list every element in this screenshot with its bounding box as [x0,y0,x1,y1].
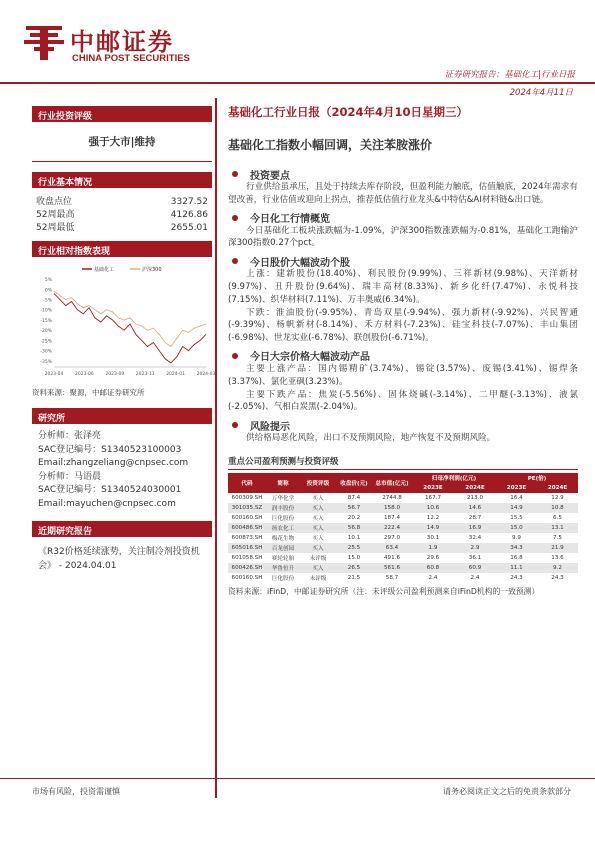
table-cell: 买入 [300,523,336,533]
table-cell: 601058.SH [231,554,263,561]
section-paragraph: 主要上涨产品：国内锡精矿(3.74%)、锡锭(3.57%)、废锡(3.41%)、锡焊条(3.37%)、氯化亚砜(3.23%)。 [228,363,578,387]
analyst-email[interactable]: Email:zhangzeliang@cnpsec.com [38,458,189,468]
table-cell: 605016.SH [228,543,266,553]
table-cell: 167.7 [424,494,441,501]
footer-divider [0,778,595,779]
kv-row [32,209,212,222]
bullet-icon [232,215,238,221]
heading-text: 风险提示 [250,421,290,433]
y-tick-label: -30% [40,349,52,355]
y-tick-label: -20% [40,329,52,335]
recent-reports-header: 近期研究报告 [32,521,212,537]
table-row [228,563,578,573]
table-cell: 32.4 [468,534,482,541]
footer-disclaimer: 请务必阅读正文之后的免责条款部分 [443,787,571,796]
table-cell: 15.0 [496,523,537,533]
table-cell: 24.3 [551,574,564,581]
left-sidebar [32,106,216,581]
legend-label: 基础化工 [94,267,115,273]
table-row [228,493,578,503]
table-header-cell: 代码 [228,473,266,493]
legend-label: 沪深300 [142,267,162,273]
report-date: 2024年4月11日 [509,88,573,98]
table-row [228,513,578,523]
table-cell: 213.0 [466,494,483,501]
recent-report-link[interactable]: 《R32价格延续涨势，关注制冷剂投资机会》 - 2024.04.01 [38,547,200,571]
table-header-cell: 2023E [412,483,454,493]
table-cell: 10.6 [412,503,454,513]
y-tick-label: 0% [44,288,52,294]
section-heading [228,349,578,363]
kv-value: 3327.52 [170,197,208,207]
table-cell: 600426.SH [228,563,266,573]
performance-chart [32,263,216,383]
table-header-cell: PE(倍) [496,473,578,483]
table-cell: 梅花生物 [271,535,295,542]
table-cell: 87.4 [347,494,361,501]
y-tick-label: -35% [40,359,52,365]
analyst-email[interactable]: Email:mayuchen@cnpsec.com [38,498,176,509]
x-tick-label: 2023-06 [74,372,94,377]
kv-label: 收盘点位 [36,197,73,207]
table-head [228,473,578,493]
table-cell: 222.4 [372,523,412,533]
table-cell: 16.4 [510,494,523,501]
logo-text-cn: 中邮证券 [70,28,174,56]
basic-info-header: 行业基本情况 [32,172,212,188]
table-header-cell: 收盘价(元) [336,473,372,493]
table-cell: 24.3 [510,574,523,581]
table-cell: 58.7 [385,574,399,581]
x-tick-label: 2023-09 [105,372,125,377]
analyst-line: SAC登记编号：S1340523100003 [38,444,182,455]
table-cell: 26.5 [336,563,372,573]
table-cell: 2.4 [470,574,480,581]
table-cell: 未评级 [309,575,327,582]
analyst-line: 分析师：马语晨 [38,471,102,482]
table-header-cell: 2024E [454,483,496,493]
analyst-line: 分析师：张泽亮 [38,431,102,441]
kv-row [32,196,212,209]
y-tick-label: -15% [40,318,52,324]
table-cell: 14.9 [412,523,454,533]
heading-text: 今日股价大幅波动个股 [250,257,350,269]
table-cell: 7.5 [553,534,562,541]
table-row [228,533,578,543]
table-cell: 187.4 [383,514,400,521]
table-cell: 润丰股份 [266,503,300,513]
table-header-cell: 2024E [537,483,578,493]
table-header-cell: 投资评级 [300,473,336,493]
rating-header: 行业投资评级 [32,106,212,122]
table-cell: 2.4 [428,574,438,581]
section-paragraph: 下跌：淮油股份(-9.95%)、青岛双星(-9.94%)、强力新材(-9.92%)、兴民智通(-9.39%)、杨帆新材(-8.14%)、禾方材料(-7.23%)、硅宝科技(-7.07%)、丰山集团(-6.98%)、世龙实业(-6.78%)、联创股份(-6.71%)。 [228,307,578,344]
table-cell: 10.8 [537,503,578,513]
table-cell: 巨化股份 [271,515,295,522]
table-cell: 561.6 [372,563,412,573]
sections [228,167,578,445]
table-cell: 14.6 [454,503,496,513]
table-cell: 28.7 [468,514,482,521]
table-cell: 买入 [312,495,324,502]
earnings-table [228,473,578,583]
industry-rating: 强于大市|维持 [88,136,156,148]
table-row [228,573,578,583]
table-cell: 6.5 [553,514,562,521]
heading-text: 今日大宗价格大幅波动产品 [250,352,370,364]
table-cell: 20.2 [347,514,361,521]
table-cell: 赛轮轮胎 [271,555,295,562]
section-heading [228,211,578,225]
table-cell: 600160.SH [231,574,263,581]
report-type: 证券研究报告：基础化工|行业日报 [444,70,575,80]
table-header-cell: 总市值(亿元) [372,473,412,493]
table-cell: 21.5 [347,574,361,581]
table-cell: 21.9 [537,543,578,553]
bullet-icon [232,258,238,264]
x-tick-label: 2023-11 [135,372,155,377]
analyst-list [32,424,212,521]
table-cell: 297.0 [383,534,400,541]
table-cell: 15.0 [347,554,361,561]
y-tick-label: -25% [40,339,52,345]
table-cell: 未评级 [309,555,327,562]
table-cell: 60.8 [412,563,454,573]
report-subtitle: 基础化工指数小幅回调，关注苯胺涨价 [228,138,433,152]
y-tick-label: 5% [44,278,52,284]
performance-header: 行业相对指数表现 [32,241,212,257]
bullet-icon [232,422,238,428]
table-cell: 买入 [300,563,336,573]
table-cell: 158.0 [372,503,412,513]
x-tick-label: 2024-03 [196,372,216,377]
table-header-cell: 归母净利润(亿元) [412,473,496,483]
table-cell: 9.2 [537,563,578,573]
table-cell: 14.9 [496,503,537,513]
bullet-icon [232,171,238,177]
table-cell: 600873.SH [231,534,263,541]
table-cell: 12.2 [426,514,440,521]
table-cell: 买入 [312,535,324,542]
analyst-line: SAC登记编号：S1340524030001 [38,485,182,495]
section-paragraph: 行业供给虽承压，且处于持续去库存阶段，但盈利能力触底，估值触底，2024年需求有望改善，行业估值或迎向上拐点，推荐低估值行业龙头&中特估&AI材料链&出口链。 [228,182,578,205]
table-cell: 买入 [312,515,324,522]
institute-header: 研究所 [32,408,212,424]
table-cell: 12.9 [551,494,564,501]
table-cell: 16.9 [454,523,496,533]
table-source: 资料来源：iFinD，中邮证券研究所（注：未评级公司盈利预测来自iFinD机构的一致预测） [228,586,540,596]
column-divider [215,98,217,798]
table-cell: 600486.SH [228,523,266,533]
table-cell: 13.1 [537,523,578,533]
table-cell: 56.7 [336,503,372,513]
table-cell: 63.4 [372,543,412,553]
table-cell: 扬农化工 [266,523,300,533]
table-cell: 491.6 [383,554,400,561]
kv-value: 4126.86 [170,210,208,220]
table-cell: 15.5 [510,514,523,521]
main-content [228,104,578,597]
table-cell: 10.1 [347,534,361,541]
chart-source: 资料来源：聚源，中邮证券研究所 [32,388,145,397]
table-cell: 13.6 [551,554,564,561]
table-cell: 华鲁恒升 [266,563,300,573]
table-cell: 巨化股份 [271,575,295,582]
table-cell: 29.6 [426,554,440,561]
kv-row [32,222,212,235]
x-tick-label: 2024-01 [166,372,186,377]
table-row [228,553,578,563]
table-header-cell: 2023E [496,483,537,493]
table-cell: 买入 [300,543,336,553]
table-cell: 301035.SZ [228,503,266,513]
company-logo [22,20,212,68]
heading-text: 今日化工行情概览 [250,214,330,226]
section-paragraph: 上涨：建新股份(18.40%)、利民股份(9.99%)、三祥新材(9.98%)、天洋新材(9.97%)、丑升股份(9.64%)、瑞丰高材(8.33%)、新乡化纤(7.47%)、永悦科技(7.15%)、织华材料(7.11%)、万丰奥威(6.34%)。 [228,269,578,305]
table-row [228,543,578,553]
table-header-cell: 简称 [266,473,300,493]
section-heading [228,167,578,181]
basic-info-list [32,188,212,241]
section-heading [228,254,578,268]
table-cell: 30.1 [426,534,440,541]
section-paragraph: 今日基础化工板块涨跌幅为-1.09%，沪深300指数涨跌幅为-0.81%，基础化工跑输沪深300指数0.27个pct。 [228,225,578,249]
performance-chart-svg [32,263,216,383]
table-cell: 2.9 [454,543,496,553]
series-line [54,293,206,363]
table-cell: 600309.SH [231,494,263,501]
table-cell: 56.8 [336,523,372,533]
y-tick-label: -10% [40,308,52,314]
table-header-row [228,473,578,483]
table-cell: 16.8 [510,554,523,561]
x-tick-label: 2023-04 [44,372,64,377]
table-cell: 1.9 [412,543,454,553]
logo-text-en: CHINA POST SECURITIES [72,53,190,64]
section-paragraph: 供给格局恶化风险，出口不及预期风险，地产恢复不及预期风险。 [246,433,496,444]
rating-divider [32,161,212,162]
logo-mark-icon [22,20,66,64]
report-title: 基础化工行业日报（2024年4月10日星期三） [228,105,469,119]
series-line [54,291,206,346]
table-cell: 11.1 [496,563,537,573]
table-title: 重点公司盈利预测与投资评级 [228,455,578,470]
section-paragraph: 主要下跌产品：焦炭(-5.56%)、固体烧碱(-3.14%)、二甲醚(-3.13%)、液氯(-2.05%)、气相白炭黑(-2.04%)。 [228,389,578,413]
table-cell: 60.9 [454,563,496,573]
kv-value: 2655.01 [170,223,208,233]
table-cell: 25.5 [336,543,372,553]
table-row [228,503,578,513]
footer-risk: 市场有风险，投资需谨慎 [32,787,120,796]
table-cell: 买入 [300,503,336,513]
y-tick-label: -5% [43,298,52,304]
table-cell: 万华化学 [271,495,295,502]
table-body [228,493,578,583]
kv-label: 52周最高 [36,210,75,220]
header-divider [0,82,595,84]
table-cell: 2744.8 [382,494,402,501]
table-row [228,523,578,533]
bullet-icon [232,353,238,359]
table-cell: 34.3 [496,543,537,553]
table-cell: 600160.SH [231,514,263,521]
table-cell: 36.1 [468,554,482,561]
heading-text: 投资要点 [250,170,290,182]
table-cell: 百龙创园 [266,543,300,553]
section-heading [228,418,578,432]
kv-label: 52周最低 [36,223,75,233]
table-cell: 9.9 [512,534,521,541]
